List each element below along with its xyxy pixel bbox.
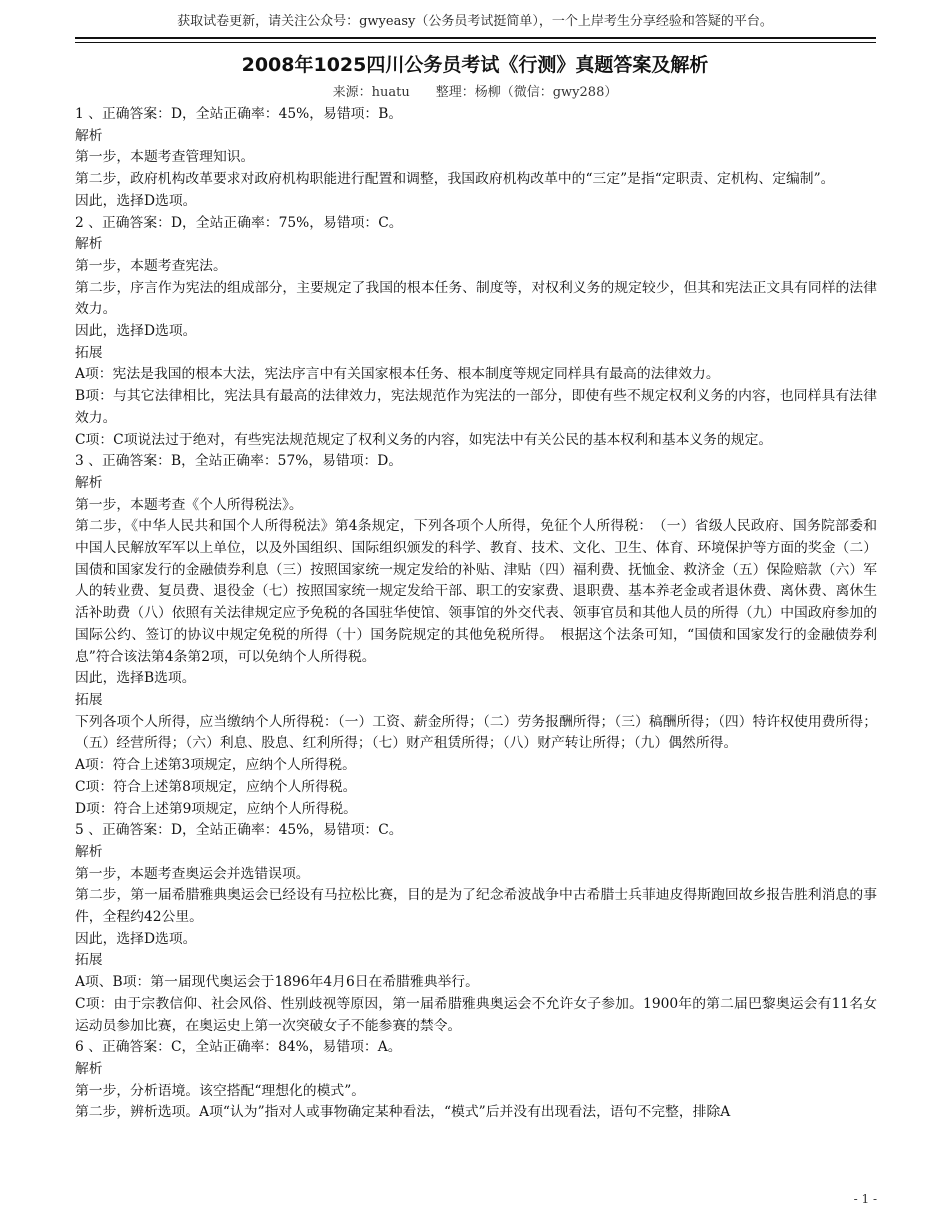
body-paragraph: 因此，选择D选项。 — [75, 930, 197, 947]
body-paragraph: 拓展 — [75, 691, 103, 708]
document-body — [75, 104, 877, 1124]
body-paragraph: 拓展 — [75, 952, 103, 969]
page-header: 获取试卷更新，请关注公众号：gwyeasy（公务员考试挺简单），一个上岸考生分享经验和答疑的平台。 — [177, 14, 773, 29]
document-title: 2008年1025四川公务员考试《行测》真题答案及解析 — [241, 54, 709, 76]
document-source: 来源：huatu 整理：杨柳（微信：gwy288） — [332, 85, 618, 100]
body-paragraph: 第一步，本题考查《个人所得税法》。 — [75, 496, 303, 513]
body-paragraph: A项：符合上述第3项规定，应纳个人所得税。 — [75, 757, 356, 774]
body-paragraph: A项、B项：第一届现代奥运会于1896年4月6日在希腊雅典举行。 — [75, 974, 479, 991]
body-paragraph: 第二步，第一届希腊雅典奥运会已经设有马拉松比赛，目的是为了纪念希波战争中古希腊士兵菲迪皮得斯跑回故乡报告胜利消息的事件，全程约42公里。 — [75, 887, 877, 926]
body-paragraph: 3 、正确答案：B，全站正确率：57%，易错项：D。 — [75, 453, 403, 470]
body-paragraph: 2 、正确答案：D，全站正确率：75%，易错项：C。 — [75, 214, 403, 231]
body-paragraph: 第一步，本题考查奥运会并选错误项。 — [75, 865, 310, 882]
body-paragraph: 第二步，序言作为宪法的组成部分，主要规定了我国的根本任务、制度等，对权利义务的规定较少，但其和宪法正文具有同样的法律效力。 — [75, 279, 877, 318]
body-paragraph: 第二步，辨析选项。A项“认为”指对人或事物确定某种看法，“模式”后并没有出现看法，语句不完整，排除A — [75, 1104, 731, 1121]
page-number: - 1 - — [853, 1192, 877, 1206]
body-paragraph: 第一步，本题考查管理知识。 — [75, 149, 255, 166]
body-paragraph: 因此，选择D选项。 — [75, 192, 197, 209]
body-paragraph: 解析 — [75, 474, 103, 491]
body-paragraph: 5 、正确答案：D，全站正确率：45%，易错项：C。 — [75, 822, 403, 839]
body-paragraph: 拓展 — [75, 344, 103, 361]
body-paragraph: B项：与其它法律相比，宪法具有最高的法律效力，宪法规范作为宪法的一部分，即使有些不规定权利义务的内容，也同样具有法律效力。 — [75, 388, 877, 426]
body-paragraph: 解析 — [75, 127, 103, 144]
body-paragraph: 第一步，分析语境。该空搭配“理想化的模式”。 — [75, 1082, 366, 1099]
body-paragraph: C项：由于宗教信仰、社会风俗、性别歧视等原因，第一届希腊雅典奥运会不允许女子参加。1900年的第二届巴黎奥运会有11名女运动员参加比赛，在奥运史上第一次突破女子不能参赛的禁令。 — [75, 995, 877, 1034]
body-paragraph: 因此，选择B选项。 — [75, 670, 196, 687]
body-paragraph: A项：宪法是我国的根本大法，宪法序言中有关国家根本任务、根本制度等规定同样具有最高的法律效力。 — [75, 366, 720, 383]
body-paragraph: 解析 — [75, 1060, 103, 1077]
body-paragraph: 6 、正确答案：C，全站正确率：84%，易错项：A。 — [75, 1039, 402, 1056]
header-rule-thin — [75, 42, 876, 43]
body-paragraph: 第二步，《中华人民共和国个人所得税法》第4条规定，下列各项个人所得，免征个人所得税： （一）省级人民政府、国务院部委和中国人民解放军军以上单位，以及外国组织、国际组织颁发的科学、教育、技术、文化、卫生、体育、环境保护等方面的奖金（二）国债和国家发行的金融债券利息（三）按照国家统一规定发给的补贴、津贴（四）福利费、抚恤金、救济金（五）保险赔款（六）军人的转业费、复员费、退役金（七）按照国家统一规定发给干部、职工的安家费、退职费、基本养老金或者退休费、离休费、离休生活补助费（八）依照有关法律规定应予免税的各国驻华使馆、领事馆的外交代表、领事官员和其他人员的所得（九）中国政府参加的国际公约、签订的协议中规定免税的所得（十）国务院规定的其他免税所得。 根据这个法条可知，“国债和国家发行的金融债券利息”符合该法第4条第2项，可以免纳个人所得税。 — [75, 518, 877, 665]
body-paragraph: 因此，选择D选项。 — [75, 323, 197, 340]
body-paragraph: 第二步，政府机构改革要求对政府机构职能进行配置和调整，我国政府机构改革中的“三定”是指“定职责、定机构、定编制”。 — [75, 171, 835, 188]
body-paragraph: 第一步，本题考查宪法。 — [75, 257, 227, 274]
body-paragraph: 下列各项个人所得，应当缴纳个人所得税：（一）工资、薪金所得；（二）劳务报酬所得；（三）稿酬所得；（四）特许权使用费所得；（五）经营所得；（六）利息、股息、红利所得；（七）财产租赁所得；（八）财产转让所得；（九）偶然所得。 — [75, 713, 877, 752]
body-paragraph: 解析 — [75, 843, 103, 860]
body-paragraph: D项：符合上述第9项规定，应纳个人所得税。 — [75, 800, 357, 817]
body-paragraph: 解析 — [75, 236, 103, 253]
body-paragraph: 1 、正确答案：D，全站正确率：45%，易错项：B。 — [75, 106, 403, 122]
header-rule-thick — [75, 37, 876, 39]
body-paragraph: C项：符合上述第8项规定，应纳个人所得税。 — [75, 778, 357, 795]
body-paragraph: C项：C项说法过于绝对，有些宪法规范规定了权利义务的内容，如宪法中有关公民的基本权利和基本义务的规定。 — [75, 431, 773, 448]
